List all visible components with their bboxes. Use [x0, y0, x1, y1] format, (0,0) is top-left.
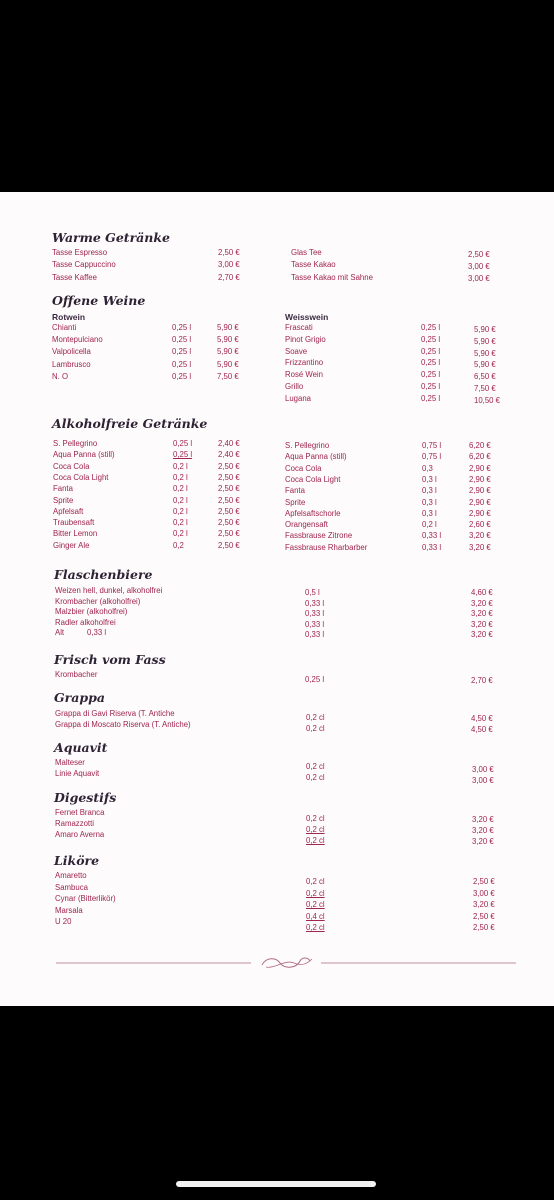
item-price: 7,50 €: [217, 371, 239, 381]
item-volume: 0,33 l: [422, 542, 442, 552]
item-volume: 0,2 cl: [306, 836, 325, 845]
item-price: 2,70 €: [218, 272, 240, 282]
item-price: 3,20 €: [472, 826, 494, 835]
item-price: 3,20 €: [471, 609, 493, 619]
item-name: Sprite: [53, 495, 74, 505]
item-price: 3,20 €: [469, 542, 491, 552]
item-name: Grillo: [285, 382, 304, 391]
item-price: 2,50 €: [218, 484, 240, 494]
item-volume: 0,25 l: [172, 347, 192, 357]
subheading-white-wine: Weisswein: [285, 312, 329, 322]
item-price: 4,60 €: [471, 588, 493, 597]
item-volume: 0,25 l: [421, 346, 441, 356]
item-price: 2,50 €: [218, 529, 240, 539]
item-name: Traubensaft: [53, 518, 95, 528]
item-volume: 0,25 l: [421, 323, 441, 332]
item-name: Tasse Kakao mit Sahne: [291, 272, 373, 282]
item-volume: 0,25 l: [172, 359, 192, 369]
item-volume: 0,33 l: [305, 630, 325, 640]
item-volume: 0,25 l: [421, 370, 441, 380]
item-name: Orangensaft: [285, 520, 328, 530]
item-price: 2,90 €: [469, 508, 491, 518]
item-name: Fanta: [53, 484, 73, 494]
item-name: Grappa di Gavi Riserva (T. Antiche: [55, 709, 175, 718]
item-volume: 0,25 l: [421, 334, 441, 344]
item-name: Apfelsaft: [53, 506, 84, 516]
item-price: 2,90 €: [469, 497, 491, 507]
item-volume: 0,2 l: [173, 461, 188, 471]
item-name: Coca Cola Light: [285, 474, 341, 484]
item-volume: 0,2 l: [422, 520, 437, 530]
item-price: 3,20 €: [471, 630, 493, 640]
item-price: 4,50 €: [471, 714, 493, 723]
item-price: 2,50 €: [218, 472, 240, 482]
item-price: 3,20 €: [471, 598, 493, 608]
home-indicator[interactable]: [176, 1181, 376, 1187]
item-price: 7,50 €: [474, 384, 496, 393]
item-name: Tasse Cappuccino: [52, 260, 116, 270]
item-name: Fanta: [285, 486, 305, 496]
item-price: 6,50 €: [474, 372, 496, 382]
item-volume: 0,2 cl: [306, 900, 325, 909]
item-volume-inline: 0,33 l: [87, 628, 107, 638]
item-name: N. O: [52, 371, 69, 381]
item-volume: 0,3 l: [422, 508, 437, 518]
item-price: 2,90 €: [469, 474, 491, 484]
item-volume: 0,2 cl: [306, 877, 325, 886]
item-name: Amaro Averna: [55, 830, 105, 839]
item-name: Coca Cola: [53, 461, 90, 471]
item-volume: 0,2: [173, 540, 184, 550]
item-name: Weizen hell, dunkel, alkoholfrei: [55, 586, 163, 595]
item-volume: 0,75 l: [422, 452, 442, 462]
item-price: 2,60 €: [469, 520, 491, 530]
item-price: 5,90 €: [474, 325, 496, 334]
item-volume: 0,4 cl: [306, 911, 325, 921]
item-volume: 0,2 l: [173, 495, 188, 505]
item-price: 5,90 €: [217, 347, 239, 357]
item-price: 2,40 €: [218, 450, 240, 460]
item-volume: 0,2 cl: [306, 923, 325, 932]
item-name: Tasse Kaffee: [52, 272, 97, 282]
item-name: Sambuca: [55, 882, 88, 892]
item-price: 2,50 €: [468, 249, 490, 259]
section-title-draft-beer: Frisch vom Fass: [54, 652, 166, 667]
item-name: Alt: [55, 628, 65, 638]
item-name: Lugana: [285, 393, 312, 403]
item-price: 3,00 €: [473, 888, 495, 898]
item-volume: 0,33 l: [422, 531, 442, 541]
item-name: Aqua Panna (still): [285, 452, 347, 462]
item-price: 3,00 €: [468, 261, 490, 271]
item-price: 5,90 €: [474, 348, 496, 358]
item-name: Rosé Wein: [285, 370, 323, 380]
item-volume: 0,25 l: [172, 323, 192, 332]
item-price: 5,90 €: [474, 360, 496, 370]
item-volume: 0,25 l: [173, 450, 193, 460]
item-name: Frascati: [285, 323, 313, 332]
item-name: Sprite: [285, 497, 306, 507]
item-price: 2,40 €: [218, 439, 240, 448]
item-price: 6,20 €: [469, 441, 491, 450]
item-price: 2,70 €: [471, 676, 493, 685]
item-price: 2,90 €: [469, 463, 491, 473]
item-name: Fernet Branca: [55, 808, 105, 817]
item-price: 5,90 €: [217, 323, 239, 332]
item-name: S. Pellegrino: [53, 439, 98, 448]
section-title-bottled-beer: Flaschenbiere: [54, 567, 153, 582]
item-name: Malteser: [55, 758, 85, 767]
item-name: Chianti: [52, 323, 77, 332]
item-volume: 0,2 cl: [306, 713, 325, 722]
item-volume: 0,25 l: [305, 675, 325, 684]
item-price: 3,00 €: [218, 260, 240, 270]
item-volume: 0,3: [422, 463, 433, 473]
item-price: 2,50 €: [218, 540, 240, 550]
item-price: 3,20 €: [472, 815, 494, 824]
item-volume: 0,25 l: [421, 382, 441, 391]
item-volume: 0,25 l: [172, 371, 192, 381]
item-volume: 0,2 cl: [306, 762, 325, 771]
section-title-aquavit: Aquavit: [54, 740, 108, 755]
item-volume: 0,2 cl: [306, 825, 325, 834]
item-price: 2,50 €: [473, 923, 495, 932]
item-volume: 0,2 l: [173, 506, 188, 516]
item-volume: 0,3 l: [422, 486, 437, 496]
item-name: Coca Cola: [285, 463, 322, 473]
item-volume: 0,2 l: [173, 518, 188, 528]
item-name: Soave: [285, 346, 308, 356]
item-price: 2,50 €: [218, 495, 240, 505]
item-price: 2,50 €: [473, 877, 495, 886]
item-volume: 0,2 cl: [306, 773, 325, 782]
item-volume: 0,2 cl: [306, 888, 325, 898]
item-price: 10,50 €: [474, 395, 501, 405]
section-title-liqueurs: Liköre: [54, 853, 100, 868]
item-name: Radler alkoholfrei: [55, 617, 116, 627]
item-price: 5,90 €: [474, 336, 496, 346]
item-price: 3,20 €: [469, 531, 491, 541]
item-price: 3,20 €: [473, 900, 495, 909]
section-title-warm-drinks: Warme Getränke: [52, 230, 170, 245]
item-volume: 0,25 l: [421, 393, 441, 403]
item-name: Glas Tee: [291, 248, 322, 257]
item-price: 5,90 €: [217, 359, 239, 369]
item-name: Marsala: [55, 905, 83, 915]
item-price: 2,50 €: [218, 248, 240, 257]
item-name: Krombacher: [55, 670, 98, 679]
item-name: S. Pellegrino: [285, 441, 330, 450]
item-volume: 0,75 l: [422, 441, 442, 450]
section-title-soft-drinks: Alkoholfreie Getränke: [52, 416, 208, 431]
item-name: Aqua Panna (still): [53, 450, 115, 460]
item-price: 5,90 €: [217, 335, 239, 345]
section-title-open-wines: Offene Weine: [52, 293, 146, 308]
item-name: U 20: [55, 917, 72, 926]
item-volume: 0,5 l: [305, 588, 320, 597]
section-title-digestifs: Digestifs: [54, 790, 117, 805]
item-volume: 0,3 l: [422, 474, 437, 484]
item-price: 3,20 €: [471, 619, 493, 629]
item-price: 2,50 €: [218, 506, 240, 516]
item-name: Coca Cola Light: [53, 472, 109, 482]
item-volume: 0,2 l: [173, 472, 188, 482]
item-price: 2,90 €: [469, 486, 491, 496]
item-price: 3,00 €: [472, 765, 494, 774]
item-price: 3,00 €: [472, 776, 494, 785]
item-name: Amaretto: [55, 871, 87, 880]
item-volume: 0,2 cl: [306, 814, 325, 823]
item-name: Tasse Espresso: [52, 248, 108, 257]
item-name: Montepulciano: [52, 335, 103, 345]
item-name: Bitter Lemon: [53, 529, 98, 539]
item-volume: 0,33 l: [305, 609, 325, 619]
item-volume: 0,2 l: [173, 484, 188, 494]
item-name: Lambrusco: [52, 359, 91, 369]
item-volume: 0,2 l: [173, 529, 188, 539]
item-name: Ginger Ale: [53, 540, 90, 550]
item-price: 6,20 €: [469, 452, 491, 462]
item-volume: 0,25 l: [173, 439, 193, 448]
item-name: Tasse Kakao: [291, 260, 336, 270]
item-price: 3,20 €: [472, 837, 494, 846]
item-volume: 0,33 l: [305, 598, 325, 608]
item-name: Malzbier (alkoholfrei): [55, 607, 128, 617]
section-title-grappa: Grappa: [54, 690, 105, 705]
ornament-divider: [56, 955, 516, 971]
item-price: 2,50 €: [218, 518, 240, 528]
item-volume: 0,25 l: [421, 358, 441, 368]
item-name: Fassbrause Zitrone: [285, 531, 353, 541]
item-name: Grappa di Moscato Riserva (T. Antiche): [55, 720, 191, 729]
item-name: Ramazzotti: [55, 819, 94, 828]
item-price: 4,50 €: [471, 725, 493, 734]
item-volume: 0,33 l: [305, 619, 325, 629]
item-name: Krombacher (alkoholfrei): [55, 596, 141, 606]
item-price: 2,50 €: [473, 911, 495, 921]
item-name: Valpolicella: [52, 347, 91, 357]
item-volume: 0,25 l: [172, 335, 192, 345]
item-name: Pinot Grigio: [285, 334, 326, 344]
item-volume: 0,3 l: [422, 497, 437, 507]
item-name: Linie Aquavit: [55, 769, 100, 778]
item-name: Fassbrause Rharbarber: [285, 542, 368, 552]
item-volume: 0,2 cl: [306, 724, 325, 733]
subheading-red-wine: Rotwein: [52, 312, 86, 322]
item-price: 3,00 €: [468, 274, 490, 284]
item-name: Frizzantino: [285, 358, 324, 368]
item-price: 2,50 €: [218, 461, 240, 471]
item-name: Cynar (Bitterlikör): [55, 894, 116, 903]
item-name: Apfelsaftschorle: [285, 508, 341, 518]
